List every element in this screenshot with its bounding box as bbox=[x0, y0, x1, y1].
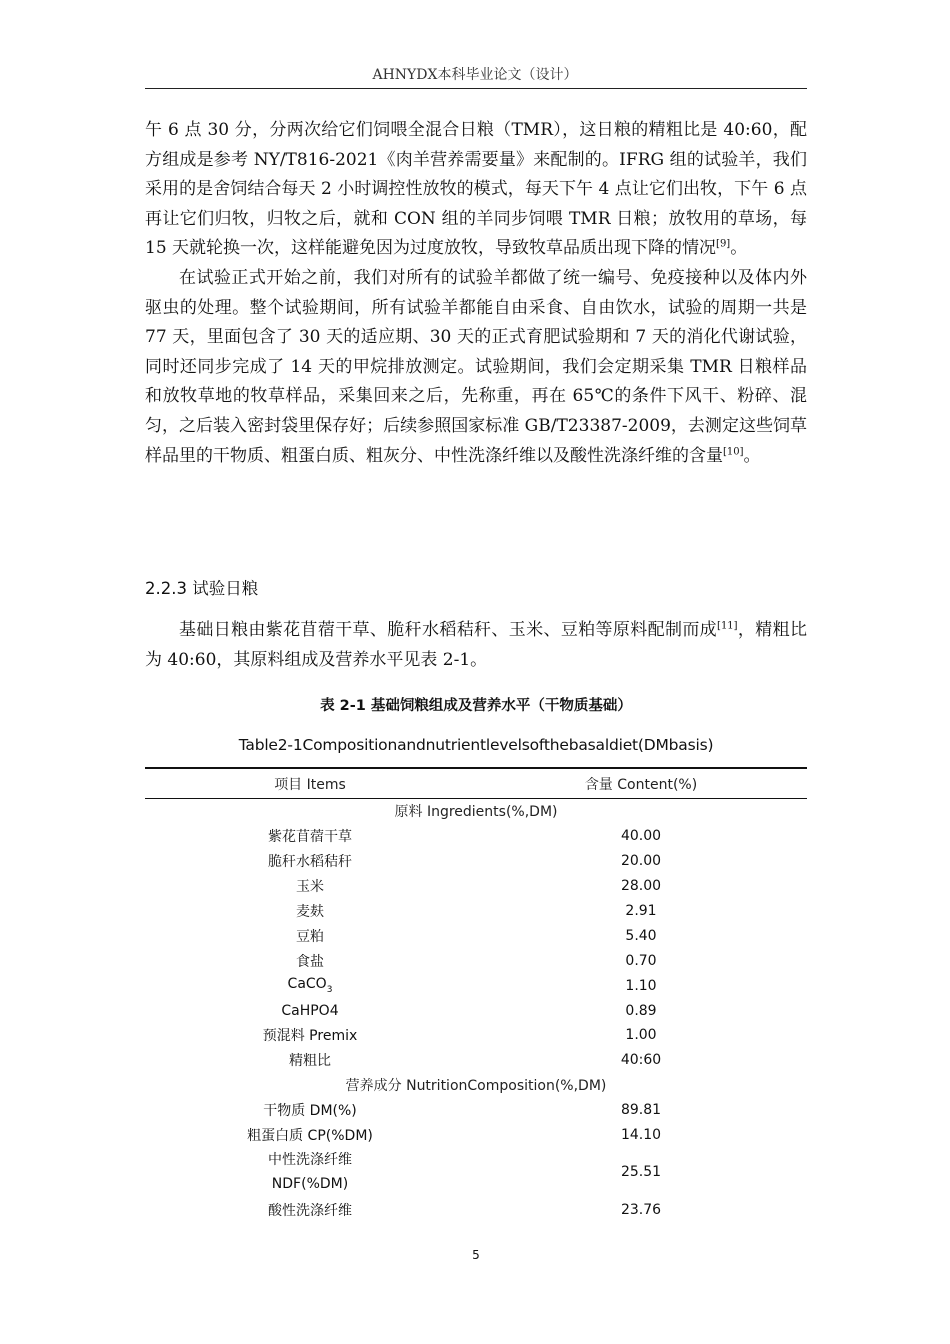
value-cell: 5.40 bbox=[625, 927, 657, 944]
citation-10: [10] bbox=[723, 445, 744, 457]
citation-9: [9] bbox=[716, 238, 731, 250]
item-cell: CaHPO4 bbox=[281, 1002, 339, 1019]
paragraph-3 bbox=[145, 616, 807, 675]
item-cell: 精粗比 bbox=[289, 1053, 331, 1070]
value-cell: 40:60 bbox=[620, 1052, 662, 1069]
item-text: CaCO bbox=[287, 976, 327, 993]
table-row bbox=[145, 1123, 807, 1148]
table-row bbox=[145, 998, 807, 1023]
item-cell: 脆秆水稻秸秆 bbox=[268, 854, 352, 871]
table-row bbox=[145, 923, 807, 948]
column-header-content: 含量 Content(%) bbox=[584, 776, 698, 793]
value-cell: 40.00 bbox=[620, 828, 662, 845]
table-caption-en: Table2-1Compositionandnutrientlevelsofthebasaldiet(DMbasis) bbox=[238, 736, 714, 754]
item-cell: 食盐 bbox=[296, 953, 324, 970]
value-cell: 1.00 bbox=[625, 1027, 657, 1044]
group-label-ingredients: 原料 Ingredients(%,DM) bbox=[394, 804, 558, 821]
paragraph-3-end: ，精粗比为 40:60，其原料组成及营养水平见表 2-1。 bbox=[145, 620, 808, 670]
item-cell: 预混料 Premix bbox=[262, 1028, 358, 1045]
value-cell: 0.89 bbox=[625, 1002, 657, 1019]
header-rule bbox=[145, 88, 807, 89]
item-text: 中性洗涤纤维 bbox=[268, 1152, 352, 1169]
item-subscript: 3 bbox=[326, 985, 333, 996]
table-row bbox=[145, 948, 807, 973]
table-row bbox=[145, 1197, 807, 1222]
table-row bbox=[145, 874, 807, 899]
item-cell: 麦麸 bbox=[296, 904, 324, 920]
item-cell: 紫花苜蓿干草 bbox=[268, 829, 352, 846]
table-row bbox=[145, 1023, 807, 1048]
item-cell bbox=[145, 1147, 475, 1197]
value-cell: 14.10 bbox=[620, 1127, 662, 1144]
value-cell: 2.91 bbox=[625, 903, 657, 919]
paragraph-3-text: 基础日粮由紫花苜蓿干草、脆秆水稻秸秆、玉米、豆粕等原料配制而成 bbox=[179, 620, 718, 640]
citation-11: [11] bbox=[717, 620, 738, 632]
item-text-line2: NDF(%DM) bbox=[271, 1176, 349, 1193]
body-text-block bbox=[145, 116, 807, 471]
page-number: 5 bbox=[472, 1248, 480, 1262]
paragraph-2-end: 。 bbox=[743, 445, 761, 466]
group-label-nutrition: 营养成分 NutritionComposition(%,DM) bbox=[345, 1078, 607, 1095]
item-cell: 豆粕 bbox=[296, 928, 324, 945]
table-row bbox=[145, 1048, 807, 1073]
item-cell: 干物质 DM(%) bbox=[263, 1103, 357, 1120]
paragraph-1-text: 午 6 点 30 分，分两次给它们饲喂全混合日粮（TMR），这日粮的精粗比是 40:60，配方组成是参考 NY/T816-2021《肉羊营养需要量》来配制的。IFRG 组的试验羊，我们采用的是舍饲结合每天 2 小时调控性放牧的模式，每天下午 4 点让它们出牧，下午 6 点再让它们归牧，归牧之后，就和 CON 组的羊同步饲喂 TMR 日粮；放牧用的草场，每 15 天就轮换一次，这样能避免因为过度放牧，导致牧草品质出现下降的情况 bbox=[145, 120, 807, 259]
table-row bbox=[145, 824, 807, 849]
table-row bbox=[145, 973, 807, 998]
section-heading: 2.2.3 试验日粮 bbox=[145, 579, 259, 598]
value-cell: 89.81 bbox=[620, 1102, 662, 1119]
table-row bbox=[145, 1098, 807, 1123]
column-header-items: 项目 Items bbox=[274, 776, 346, 793]
value-cell: 25.51 bbox=[620, 1164, 662, 1181]
diet-composition-table bbox=[145, 767, 807, 1222]
table-row bbox=[145, 849, 807, 874]
value-cell: 23.76 bbox=[620, 1201, 662, 1218]
table-group-row bbox=[145, 799, 807, 824]
paragraph-2 bbox=[145, 264, 807, 471]
paragraph-2-text: 在试验正式开始之前，我们对所有的试验羊都做了统一编号、免疫接种以及体内外驱虫的处理。整个试验期间，所有试验羊都能自由采食、自由饮水，试验的周期一共是 77 天，里面包含了 30 天的适应期、30 天的正式育肥试验期和 7 天的消化代谢试验，同时还同步完成了 14 天的甲烷排放测定。试验期间，我们会定期采集 TMR 日粮样品和放牧草地的牧草样品，采集回来之后，先称重，再在 65℃的条件下风干、粉碎、混匀，之后装入密封袋里保存好；后续参照国家标准 GB/T23387-2009，去测定这些饲草样品里的干物质、粗蛋白质、粗灰分、中性洗涤纤维以及酸性洗涤纤维的含量 bbox=[145, 267, 807, 466]
item-cell: 酸性洗涤纤维 bbox=[268, 1202, 352, 1219]
table-header-row bbox=[145, 768, 807, 799]
table-caption-zh: 表 2-1 基础饲粮组成及营养水平（干物质基础） bbox=[320, 698, 632, 714]
value-cell: 1.10 bbox=[625, 977, 657, 994]
table-row bbox=[145, 1147, 807, 1197]
diet-composition-table-wrap bbox=[145, 767, 807, 1222]
value-cell: 20.00 bbox=[620, 853, 662, 870]
table-group-row bbox=[145, 1073, 807, 1098]
item-cell: 粗蛋白质 CP(%DM) bbox=[247, 1128, 373, 1145]
item-cell bbox=[145, 973, 475, 998]
item-cell: 玉米 bbox=[296, 879, 324, 896]
value-cell: 28.00 bbox=[620, 878, 662, 895]
running-header: AHNYDX本科毕业论文（设计） bbox=[372, 67, 578, 83]
paragraph-1-end: 。 bbox=[730, 238, 748, 259]
table-row bbox=[145, 899, 807, 924]
paragraph-1 bbox=[145, 116, 807, 264]
value-cell: 0.70 bbox=[625, 952, 657, 969]
